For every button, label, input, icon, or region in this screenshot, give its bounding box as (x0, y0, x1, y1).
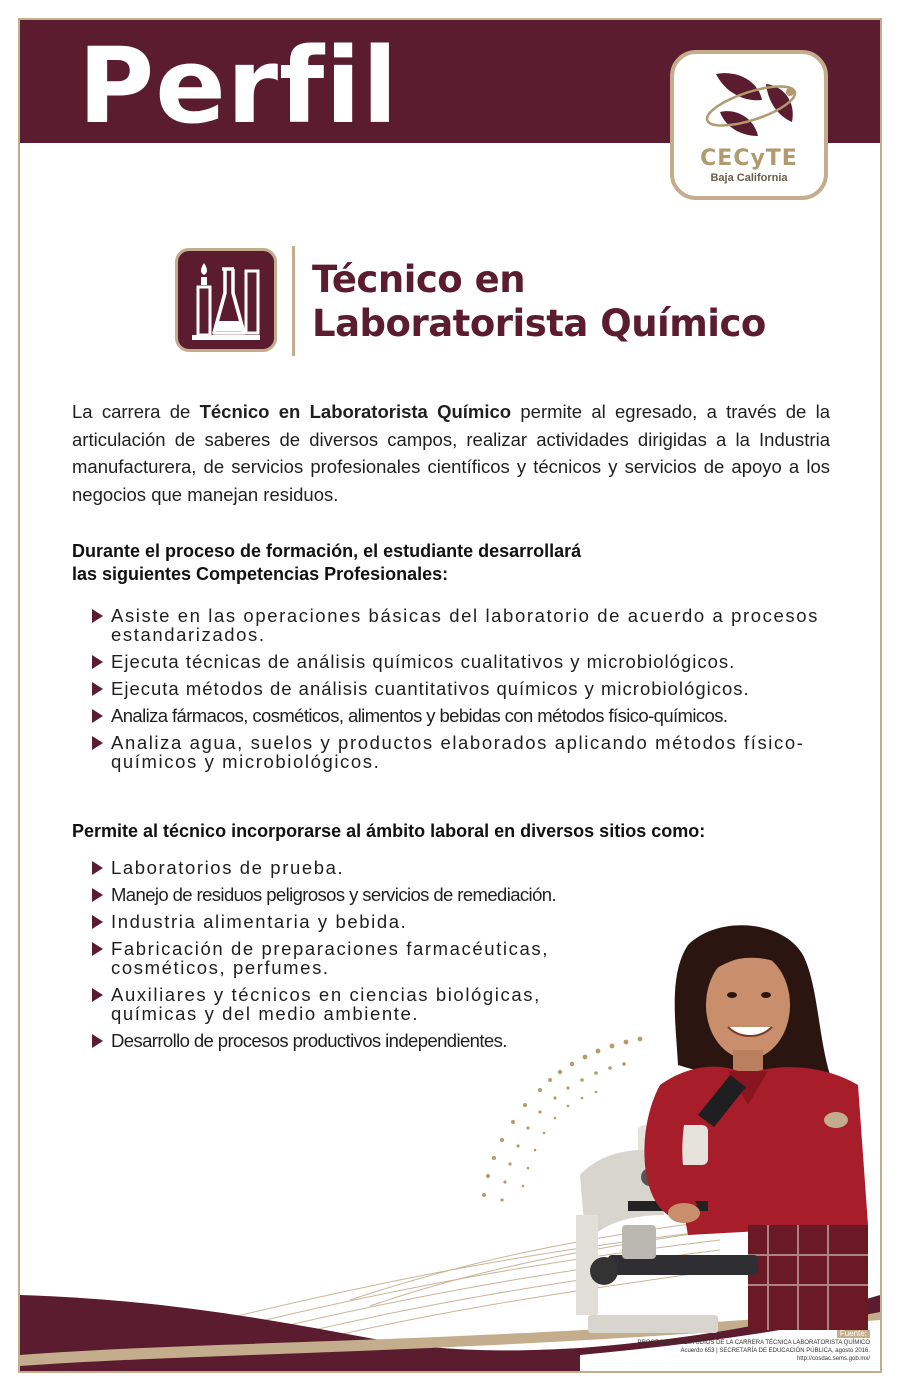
career-title (312, 258, 766, 346)
intro-career-name: Técnico en Laboratorista Químico (199, 401, 512, 422)
source-line1: PROGRAMA DE ESTUDIOS DE LA CARRERA TÉCNICA LABORATORISTA QUÍMICO (637, 1340, 870, 1346)
competencias-list (90, 606, 832, 779)
source-line2: Acuerdo 653 | SECRETARÍA DE EDUCACIÓN PÚBLICA, agosto 2016. (680, 1348, 870, 1354)
list-item: Ejecuta técnicas de análisis químicos cualitativos y microbiológicos. (90, 652, 832, 671)
list-item: Laboratorios de prueba. (90, 858, 630, 877)
sitios-heading: Permite al técnico incorporarse al ámbito laboral en diversos sitios como: (72, 821, 706, 841)
list-item: Fabricación de preparaciones farmacéuticas, cosméticos, perfumes. (90, 939, 630, 977)
intro-paragraph (72, 398, 830, 508)
list-item: Industria alimentaria y bebida. (90, 912, 630, 931)
cecyte-logo-icon (696, 66, 806, 144)
cecyte-logo (670, 50, 828, 200)
career-title-line1: Técnico en (312, 258, 526, 301)
source-note (637, 1330, 870, 1363)
competencias-heading-line2: las siguientes Competencias Profesionales: (72, 564, 449, 584)
intro-prefix: La carrera de (72, 401, 191, 422)
source-label: Fuente: (837, 1330, 870, 1338)
list-item: Auxiliares y técnicos en ciencias biológicas, químicas y del medio ambiente. (90, 985, 630, 1023)
list-item: Analiza agua, suelos y productos elaborados aplicando métodos físico-químicos y microbiológicos. (90, 733, 832, 771)
lab-flask-icon (175, 248, 277, 352)
student-photo (568, 915, 880, 1355)
list-item: Manejo de residuos peligrosos y servicios de remediación. (90, 885, 630, 904)
wave-maroon (20, 1295, 580, 1373)
logo-subtitle: Baja California (710, 172, 788, 184)
source-link[interactable]: http://cosdac.sems.gob.mx/ (796, 1356, 870, 1362)
list-item: Analiza fármacos, cosméticos, alimentos y bebidas con métodos físico-químicos. (90, 706, 832, 725)
page-title: Perfil (78, 25, 399, 147)
list-item: Ejecuta métodos de análisis cuantitativos químicos y microbiológicos. (90, 679, 832, 698)
competencias-heading (72, 540, 581, 586)
list-item: Asiste en las operaciones básicas del laboratorio de acuerdo a procesos estandarizados. (90, 606, 832, 644)
title-divider (292, 246, 295, 356)
poster-frame (18, 18, 882, 1373)
logo-name: CECyTE (700, 146, 798, 171)
competencias-heading-line1: Durante el proceso de formación, el estudiante desarrollará (72, 541, 582, 561)
intro-rest: permite al egresado, a través de la articulación de saberes de diversos campos, realizar actividades dirigidas a la Industria manufacturera, de servicios profesionales científicos y técnicos y servicios de apoyo a los negocios que manejan residuos. (72, 401, 831, 505)
career-title-line2: Laboratorista Químico (312, 302, 766, 345)
list-item: Desarrollo de procesos productivos independientes. (90, 1031, 630, 1050)
